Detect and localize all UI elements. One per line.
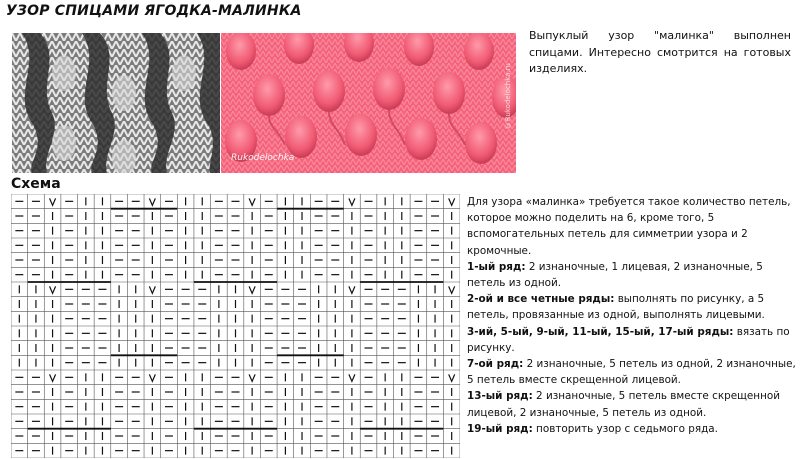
row-13-text: 2 изнаночные, 5 петель вместе скрещенной лицевой, 2 изнаночные, 5 петель из одной. xyxy=(467,390,780,419)
increase-symbol xyxy=(249,374,255,381)
row-7-text: 2 изнаночные, 5 петель из одной, 2 изнаночные, 5 петель вместе скрещенной лицевой. xyxy=(467,358,796,387)
row-3-label: 3-ий, 5-ый, 9-ый, 11-ый, 15-ый, 17-ый ряды: xyxy=(467,325,734,338)
increase-symbol xyxy=(50,198,56,205)
photo-side-watermark: ©Rukodelochka.ru xyxy=(504,63,512,130)
row-7-label: 7-ой ряд: xyxy=(467,358,524,371)
photo-watermark: Rukodelochka xyxy=(231,153,295,163)
pattern-description xyxy=(467,194,797,437)
row-13-label: 13-ый ряд: xyxy=(467,390,533,403)
row-19-label: 19-ый ряд: xyxy=(467,422,533,435)
row-7-instruction xyxy=(467,356,797,388)
intro-text: Выпуклый узор "малинка" выполнен спицами. Интересно смотрится на готовых изделиях. xyxy=(529,29,791,75)
increase-symbol xyxy=(349,374,355,381)
description-paragraph: Для узора «малинка» требуется такое количество петель, которое можно поделить на 6, кроме того, 5 вспомогательных петель для симметрии узора и 2 кромочные. xyxy=(467,196,791,257)
increase-symbol xyxy=(449,198,455,205)
row-2-text: выполнять по рисунку, а 5 петель, провязанные из одной, выполнять лицевыми. xyxy=(467,293,765,322)
row-2-instruction xyxy=(467,291,797,323)
knitting-chart-grid xyxy=(11,194,460,458)
schema-label: Схема xyxy=(11,176,61,192)
knit-photo-grayscale xyxy=(12,33,220,173)
increase-symbol xyxy=(349,286,355,293)
row-3-instruction xyxy=(467,324,797,356)
row-19-text: повторить узор с седьмого ряда. xyxy=(536,422,718,435)
row-2-label: 2-ой и все четные ряды: xyxy=(467,293,615,306)
increase-symbol xyxy=(149,374,155,381)
row-19-instruction xyxy=(467,421,797,437)
increase-symbol xyxy=(249,286,255,293)
row-1-instruction xyxy=(467,259,797,291)
row-13-instruction xyxy=(467,388,797,420)
increase-symbol xyxy=(349,198,355,205)
knit-photo-pink xyxy=(221,33,516,173)
increase-symbol xyxy=(149,198,155,205)
increase-symbol xyxy=(449,286,455,293)
increase-symbol xyxy=(50,286,56,293)
knitting-chart xyxy=(11,194,460,458)
row-1-text: 2 изнаночные, 1 лицевая, 2 изнаночные, 5 петель из одной. xyxy=(467,260,763,290)
increase-symbol xyxy=(249,198,255,205)
increase-symbol xyxy=(50,374,56,381)
increase-symbol xyxy=(149,286,155,293)
increase-symbol xyxy=(449,374,455,381)
page-title: УЗОР СПИЦАМИ ЯГОДКА-МАЛИНКА xyxy=(6,3,302,19)
row-3-text: вязать по рисунку. xyxy=(467,325,790,354)
row-1-label: 1-ый ряд: xyxy=(467,260,526,273)
